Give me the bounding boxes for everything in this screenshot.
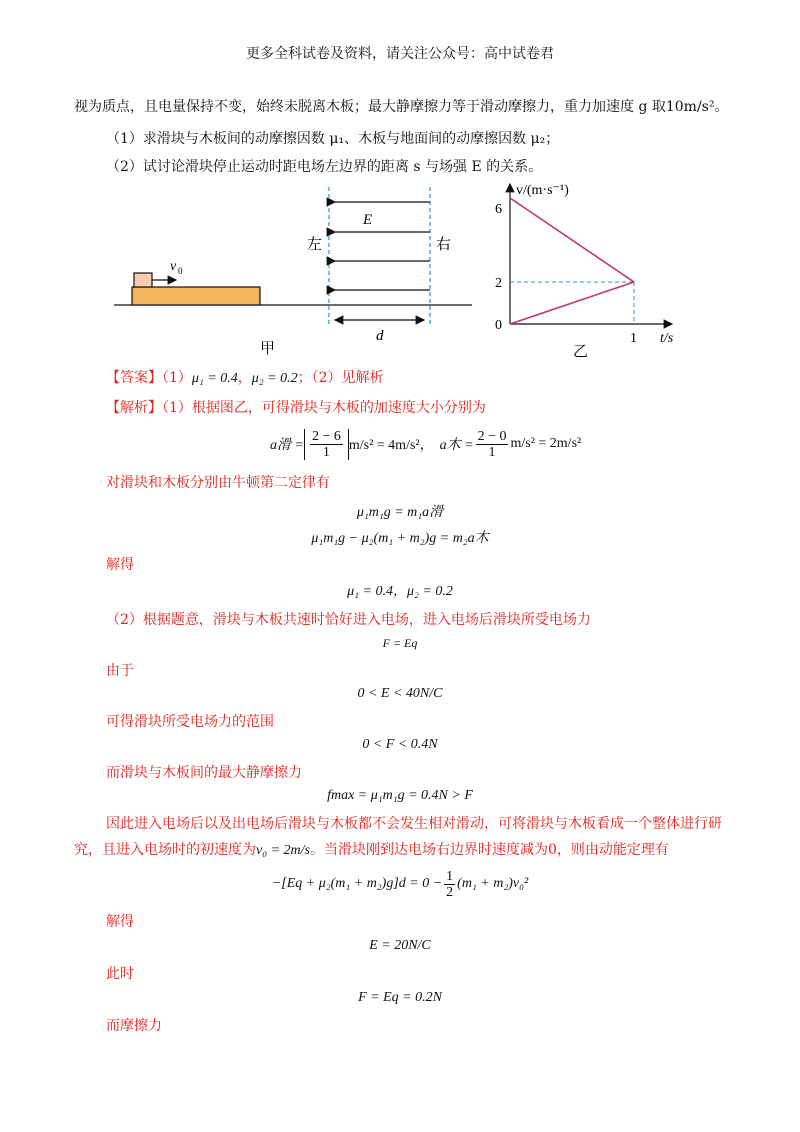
eq-accel-hua-lhs: a滑 = <box>270 438 304 453</box>
eq-energy-den: 2 <box>446 884 454 900</box>
paragraph-line-1: 因此进入电场后以及出电场后滑块与木板都不会发生相对滑动，可将滑块与木板看成一个整体进行研 <box>106 816 722 832</box>
eq-F02: F = Eq = 0.2N <box>358 990 442 1005</box>
answer-mu2: μ₂ = 0.2 <box>251 371 298 386</box>
then: 此时 <box>106 966 134 982</box>
eq-F-range: 0 < F < 0.4N <box>362 737 438 752</box>
answer-mu1: μ₁ = 0.4 <box>191 371 238 386</box>
eq-solve-1: μ₁ = 0.4，μ₂ = 0.2 <box>347 584 453 599</box>
newton-intro: 对滑块和木板分别由牛顿第二定律有 <box>106 475 330 491</box>
eq-F: F = Eq <box>382 636 418 650</box>
eq-accel-mu-num: 2 − 0 <box>477 428 507 444</box>
analysis-intro-text: （1）根据图乙，可得滑块与木板的加速度大小分别为 <box>162 400 486 416</box>
question-1: （1）求滑块与木板间的动摩擦因数 μ₁、木板与地面间的动摩擦因数 μ₂； <box>106 131 560 147</box>
analysis-intro <box>106 398 486 418</box>
board-block <box>132 287 260 305</box>
answer-part1: （1） <box>162 370 192 386</box>
question-2: （2）试讨论滑块停止运动时距电场左边界的距离 s 与场强 E 的关系。 <box>106 159 543 175</box>
velocity-sub: 0 <box>178 266 183 276</box>
x-tick-1: 1 <box>630 331 637 346</box>
series-slider-line <box>510 198 634 282</box>
page-header: 更多全科试卷及资料，请关注公众号：高中试卷君 <box>246 46 554 62</box>
y-axis-label: v/(m·s⁻¹) <box>516 183 569 198</box>
origin-label: 0 <box>495 318 502 333</box>
eq-energy-num: 1 <box>446 868 454 884</box>
answer-line <box>106 368 384 389</box>
analysis-label: 【解析】 <box>106 400 162 416</box>
figure-yi <box>480 172 690 362</box>
eq-accel-mu-rhs: m/s² = 2m/s² <box>510 436 582 451</box>
eq-newton-1: μ₁m₁g = m₁a滑 <box>356 505 444 520</box>
left-label: 左 <box>307 237 323 253</box>
fmax-intro: 而滑块与木板间的最大静摩擦力 <box>106 765 302 781</box>
figure-jia <box>110 185 480 360</box>
eq-accel-hua-rhs: m/s² = 4m/s²， <box>348 438 434 453</box>
figure-yi-label: 乙 <box>573 344 589 360</box>
eq-accel-hua-den: 1 <box>322 444 330 460</box>
series-board-line <box>510 282 634 324</box>
eq-E20: E = 20N/C <box>369 938 431 953</box>
velocity-label: v <box>170 259 177 274</box>
answer-part2: ；（2）见解析 <box>297 370 384 386</box>
paragraph-line-2-b: 。当滑块刚到达电场右边界时速度减为0，则由动能定理有 <box>309 842 669 858</box>
right-label: 右 <box>436 237 452 253</box>
figure-jia-label: 甲 <box>260 341 276 357</box>
eq-energy-rhs: (m₁ + m₂)v₀² <box>457 876 529 891</box>
eq-newton-2: μ₁m₁g − μ₂(m₁ + m₂)g = m₂a木 <box>311 531 489 546</box>
paragraph-line-2-a: 究，且进入电场时的初速度为 <box>74 842 256 858</box>
part-2-intro: （2）根据题意，滑块与木板共速时恰好进入电场，进入电场后滑块所受电场力 <box>106 612 591 628</box>
answer-sep: ， <box>237 370 252 386</box>
field-label: E <box>363 212 373 228</box>
solve-2: 解得 <box>106 914 134 930</box>
x-axis-label: t/s <box>660 331 674 346</box>
y-tick-2: 2 <box>495 276 502 291</box>
eq-E-range: 0 < E < 40N/C <box>357 686 443 701</box>
slider-block <box>134 273 152 287</box>
eq-accel-hua-num: 2 − 6 <box>311 428 341 444</box>
paragraph-line-2 <box>74 840 669 861</box>
problem-line-1: 视为质点，且电量保持不变，始终未脱离木板；最大静摩擦力等于滑动摩擦力，重力加速度 g 取10m/s²。 <box>74 99 729 115</box>
y-tick-6: 6 <box>495 202 502 217</box>
friction: 而摩擦力 <box>106 1018 162 1034</box>
eq-accel-mu-den: 1 <box>488 444 496 460</box>
eq-fmax: fmax = μ₁m₁g = 0.4N > F <box>327 788 473 803</box>
eq-energy-lhs: −[Eq + μ₂(m₁ + m₂)g]d = 0 − <box>271 876 443 891</box>
eq-accelerations <box>270 422 581 466</box>
eq-accel-mu-lhs: a木 = <box>439 438 474 453</box>
solve-1: 解得 <box>106 557 134 573</box>
because: 由于 <box>106 663 134 679</box>
paragraph-v0: v₀ = 2m/s <box>256 843 310 858</box>
eq-energy <box>0 864 800 904</box>
force-range-intro: 可得滑块所受电场力的范围 <box>106 714 274 730</box>
answer-label: 【答案】 <box>106 370 162 386</box>
width-label: d <box>376 328 384 344</box>
